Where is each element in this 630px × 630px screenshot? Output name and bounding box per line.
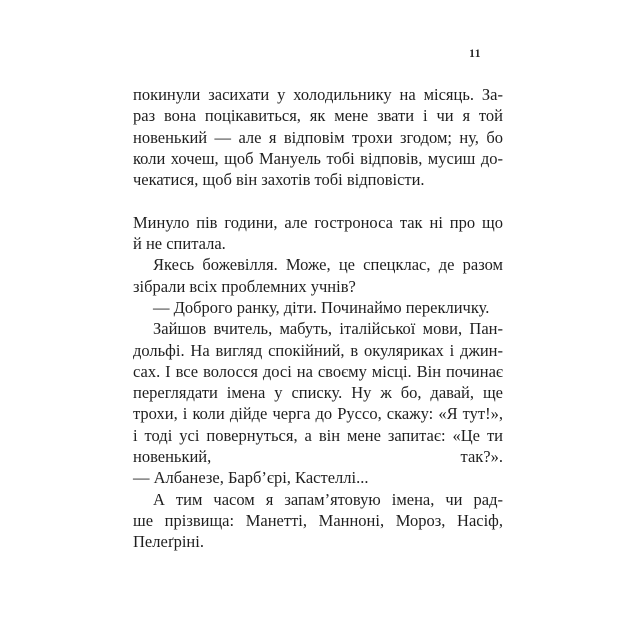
text-line: новенький, так?». [133, 447, 503, 467]
text-line: Зайшов вчитель, мабуть, італійської мови, Пан- [153, 319, 503, 339]
text-line: — Албанезе, Барб’єрі, Кастеллі... [133, 468, 369, 488]
text-line: й не спитала. [133, 234, 226, 254]
paragraph-3 [133, 254, 503, 297]
text-line: коли хочеш, щоб Мануель тобі відповів, мусиш до- [133, 148, 503, 168]
text-line: переглядати імена у списку. Ну ж бо, давай, ще [133, 383, 503, 403]
text-line: Пелеґріні. [133, 532, 204, 552]
paragraph-6 [133, 489, 503, 553]
text-line: сах. І все волосся досі на своєму місці. Він починає [133, 361, 503, 381]
text-line: раз вона поцікавиться, як мене звати і чи я той [133, 106, 503, 126]
text-line: трохи, і коли дійде черга до Руссо, скажу: «Я тут!», [133, 404, 503, 424]
text-line: Минуло пів години, але гостроноса так ні про що [133, 212, 503, 232]
text-block [133, 84, 503, 553]
text-line: новенький — але я відповім трохи згодом; ну, бо [133, 127, 503, 147]
text-line: А тим часом я запам’ятовую імена, чи рад- [153, 489, 503, 509]
text-line: — Доброго ранку, діти. Починаймо перекличку. [153, 297, 490, 317]
text-line: ше прізвища: Манетті, Манноні, Мороз, Насіф, [133, 510, 503, 530]
text-line: Якесь божевілля. Може, це спецклас, де разом [153, 255, 503, 275]
page-number: 11 [469, 48, 481, 60]
text-line: дольфі. На вигляд спокійний, в окуляриках і джин- [133, 340, 503, 360]
page-header [133, 44, 503, 62]
text-line: покинули засихати у холодильнику на місяць. За- [133, 85, 503, 104]
text-line: чекатися, щоб він захотів тобі відповісти. [133, 170, 425, 190]
text-line: зібрали всіх проблемних учнів? [133, 276, 356, 296]
paragraph-2 [133, 212, 503, 255]
paragraph-5 [133, 318, 503, 488]
paragraph-1 [133, 84, 503, 190]
text-line: і тоді усі повернуться, а він мене запитає: «Це ти [133, 425, 503, 445]
paragraph-4 [133, 297, 503, 318]
